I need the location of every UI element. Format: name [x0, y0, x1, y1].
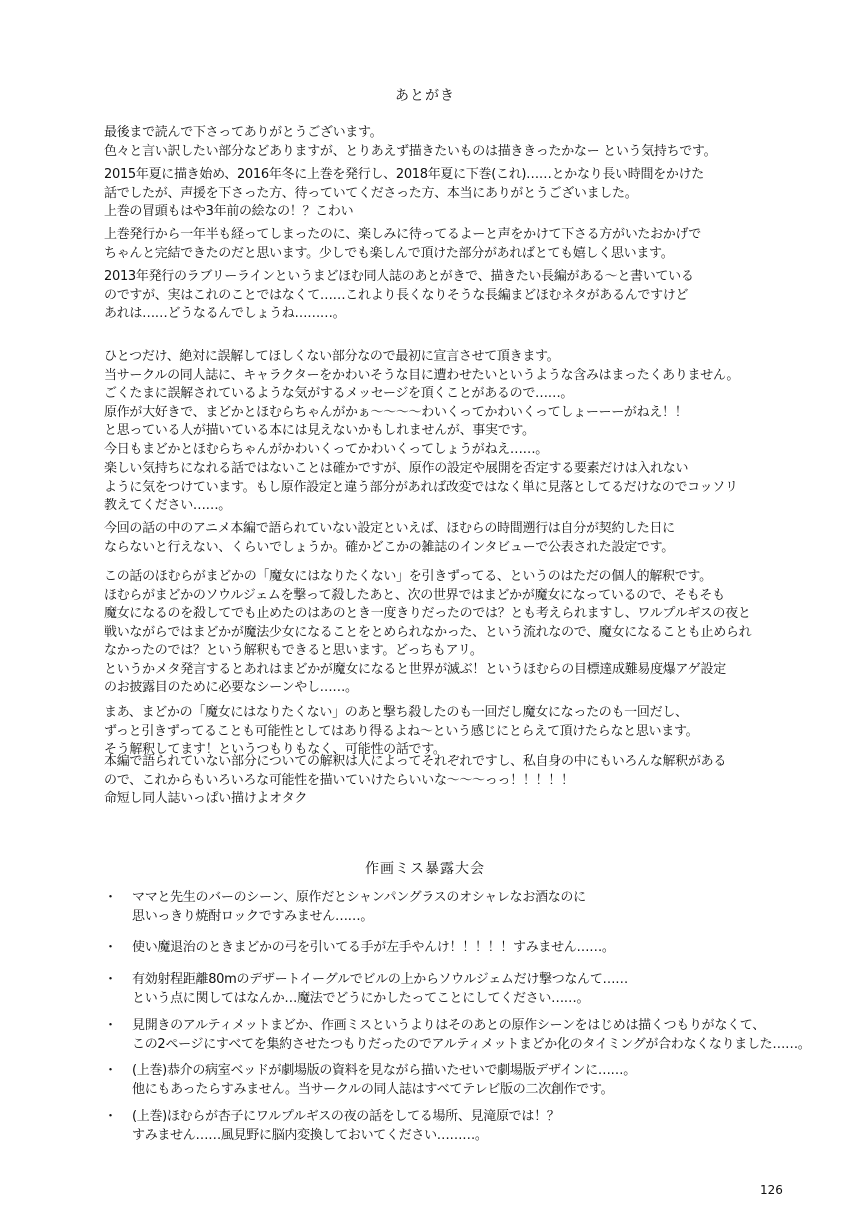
afterword-title: あとがき [395, 88, 455, 104]
afterword-paragraph-4: 2013年発行のラブリーラインというまどほむ同人誌のあとがきで、描きたい長編がある～と書いている のですが、実はこれのことではなくて……これより長くなりそうな長編まどほむネタがあるんですけど あれは……どうなるんでしょうね………。 [104, 269, 694, 321]
bullet-symbol: ・ [104, 972, 117, 987]
document-page: あとがき 最後まで読んで下さってありがとうございます。 色々と言い訳したい部分などありますが、とりあえず描きたいものは描ききったかなー という気持ちです。 2015年夏に描き始め、2016年冬に上巻を発行し、2018年夏に下巻(これ)……とかなり長い時間をかけた 話でしたが、声援を下さった方、待っていてくださった方、本当にありがとうございました。 上巻の冒頭もはや3年前の絵なの！？こわい 上巻発行から一年半も経ってしまったのに、楽しみに待ってるよーと声をかけて下さる方がいたおかげで ちゃんと完結できたのだと思います。少しでも楽しんで頂けた部分があればとても嬉しく思います。 2013年発行のラブリーラインというまどほむ同人誌のあとがきで、描きたい長編がある～と書いている のですが、実はこれのことではなくて……これより長くなりそうな長編まどほむネタがあるんですけど あれは……どうなるんでしょうね………。 ひとつだけ、絶対に誤解してほしくない部分なので最初に宣言させて頂きます。 当サークルの同人誌に、キャラクターをかわいそうな目に遭わせたいというような含みはまったくありません。 ごくたまに誤解されているような気がするメッセージを頂くことがあるので……。 原作が大好きで、まどかとほむらちゃんがかぁ～～～～わいくってかわいくってしょーーーがねえ！！ と思っている人が描いている本には見えないかもしれませんが、事実です。 今日もまどかとほむらちゃんがかわいくってかわいくってしょうがねえ……。 楽しい気持ちになれる話ではないことは確かですが、原作の設定や展開を否定する要素だけは入れない ように気をつけています。もし原作設定と違う部分があれば改変ではなく単に見落としてるだけなのでコッソリ 教えてください……。 今回の話の中のアニメ本編で語られていない設定といえば、ほむらの時間遡行は自分が契約した日に ならないと行えない、くらいでしょうか。確かどこかの雑誌のインタビューで公表された設定です。 この話のほむらがまどかの「魔女にはなりたくない」を引きずってる、というのはただの個人的解釈です。 ほむらがまどかのソウルジェムを撃って殺したあと、次の世界ではまどかが魔女になっているので、そもそも 魔女になるのを殺してでも止めたのはあのとき一度きりだったのでは？とも考えられますし、ワルプルギスの夜と 戦いながらではまどかが魔法少女になることをとめられなかった、という流れなので、魔女になることも止められ なかったのでは？という解釈もできると思います。どっちもアリ。 というかメタ発言するとあれはまどかが魔女になると世界が滅ぶ！というほむらの目標達成難易度爆アゲ設定 のお披露目のために必要なシーンやし……。 まあ、まどかの「魔女にはなりたくない」のあと撃ち殺したのも一回だし魔女になったのも一回だし、 ずっと引きずってることも可能性としてはあり得るよね～という感じにとらえて頂けたらなと思います。 そう解釈してます！というつもりもなく、可能性の話です。 本編で語られていない部分についての解釈は人によってそれぞれですし、私自身の中にもいろんな解釈がある ので、これからもいろいろな可能性を描いていけたらいいな～～～っっ！！！！！ 命短し同人誌いっぱい描けよオタク 作画ミス暴露大会 ・ ママと先生のバーのシーン、原作だとシャンパングラスのオシャレなお酒なのに 思いっきり焼酎ロックですみません……。 ・ 使い魔退治のときまどかの弓を引いてる手が左手やんけ！！！！！すみません……。 ・ 有効射程距離80mのデザートイーグルでビルの上からソウルジェムだけ撃つなんて…… という点に関してはなんか…魔法でどうにかしたってことにしてください……。 ・ 見開きのアルティメットまどか、作画ミスというよりはそのあとの原作シーンをはじめは描くつもりがなくて、 この2ページにすべてを集約させたつもりだったのでアルティメットまどか化のタイミングが合わなくなりました……。 ・ (上巻)恭介の病室ベッドが劇場版の資料を見ながら描いたせいで劇場版デザインに……。 他にもあったらすみません。当サークルの同人誌はすべてテレビ版の二次創作です。 ・ (上巻)ほむらが杏子にワルプルギスの夜の話をしてる場所、見滝原では！？ すみません……風見野に脳内変換しておいてください………。 126 [0, 0, 850, 1221]
afterword-paragraph-6: 楽しい気持ちになれる話ではないことは確かですが、原作の設定や展開を否定する要素だけは入れない ように気をつけています。もし原作設定と違う部分があれば改変ではなく単に見落としてるだけなのでコッソリ 教えてください……。 [104, 461, 738, 513]
afterword-paragraph-7: 今回の話の中のアニメ本編で語られていない設定といえば、ほむらの時間遡行は自分が契約した日に ならないと行えない、くらいでしょうか。確かどこかの雑誌のインタビューで公表された設定です。 [104, 521, 675, 555]
bullet-symbol: ・ [104, 1063, 117, 1078]
afterword-paragraph-1: 最後まで読んで下さってありがとうございます。 色々と言い訳したい部分などありますが、とりあえず描きたいものは描ききったかなー という気持ちです。 [104, 125, 717, 159]
afterword-paragraph-10: 本編で語られていない部分についての解釈は人によってそれぞれですし、私自身の中にもいろんな解釈がある ので、これからもいろいろな可能性を描いていけたらいいな～～～っっ！！！！！ 命短し同人誌いっぱい描けよオタク [104, 754, 727, 806]
afterword-paragraph-8: この話のほむらがまどかの「魔女にはなりたくない」を引きずってる、というのはただの個人的解釈です。 ほむらがまどかのソウルジェムを撃って殺したあと、次の世界ではまどかが魔女になっているので、そもそも 魔女になるのを殺してでも止めたのはあのとき一度きりだったのでは？とも考えられますし、ワルプルギスの夜と 戦いながらではまどかが魔法少女になることをとめられなかった、という流れなので、魔女になることも止められ なかったのでは？という解釈もできると思います。どっちもアリ。 というかメタ発言するとあれはまどかが魔女になると世界が滅ぶ！というほむらの目標達成難易度爆アゲ設定 のお披露目のために必要なシーンやし……。 [104, 569, 752, 695]
bullet-symbol: ・ [104, 1109, 117, 1124]
bullet-symbol: ・ [104, 1018, 117, 1033]
errata-title: 作画ミス暴露大会 [365, 861, 485, 877]
page-number: 126 [760, 1183, 783, 1197]
bullet-symbol: ・ [104, 940, 117, 955]
afterword-paragraph-3: 上巻発行から一年半も経ってしまったのに、楽しみに待ってるよーと声をかけて下さる方がいたおかげで ちゃんと完結できたのだと思います。少しでも楽しんで頂けた部分があればとても嬉しく思います。 [104, 227, 701, 261]
afterword-paragraph-9: まあ、まどかの「魔女にはなりたくない」のあと撃ち殺したのも一回だし魔女になったのも一回だし、 ずっと引きずってることも可能性としてはあり得るよね～という感じにとらえて頂けたらなと思います。 そう解釈してます！というつもりもなく、可能性の話です。 [104, 705, 699, 757]
bullet-symbol: ・ [104, 890, 117, 905]
afterword-paragraph-5: ひとつだけ、絶対に誤解してほしくない部分なので最初に宣言させて頂きます。 当サークルの同人誌に、キャラクターをかわいそうな目に遭わせたいというような含みはまったくありません。 ごくたまに誤解されているような気がするメッセージを頂くことがあるので……。 原作が大好きで、まどかとほむらちゃんがかぁ～～～～わいくってかわいくってしょーーーがねえ！！ と思っている人が描いている本には見えないかもしれませんが、事実です。 今日もまどかとほむらちゃんがかわいくってかわいくってしょうがねえ……。 [104, 349, 740, 457]
afterword-paragraph-2: 2015年夏に描き始め、2016年冬に上巻を発行し、2018年夏に下巻(これ)……とかなり長い時間をかけた 話でしたが、声援を下さった方、待っていてくださった方、本当にありがとうございました。 上巻の冒頭もはや3年前の絵なの！？こわい [104, 167, 704, 219]
